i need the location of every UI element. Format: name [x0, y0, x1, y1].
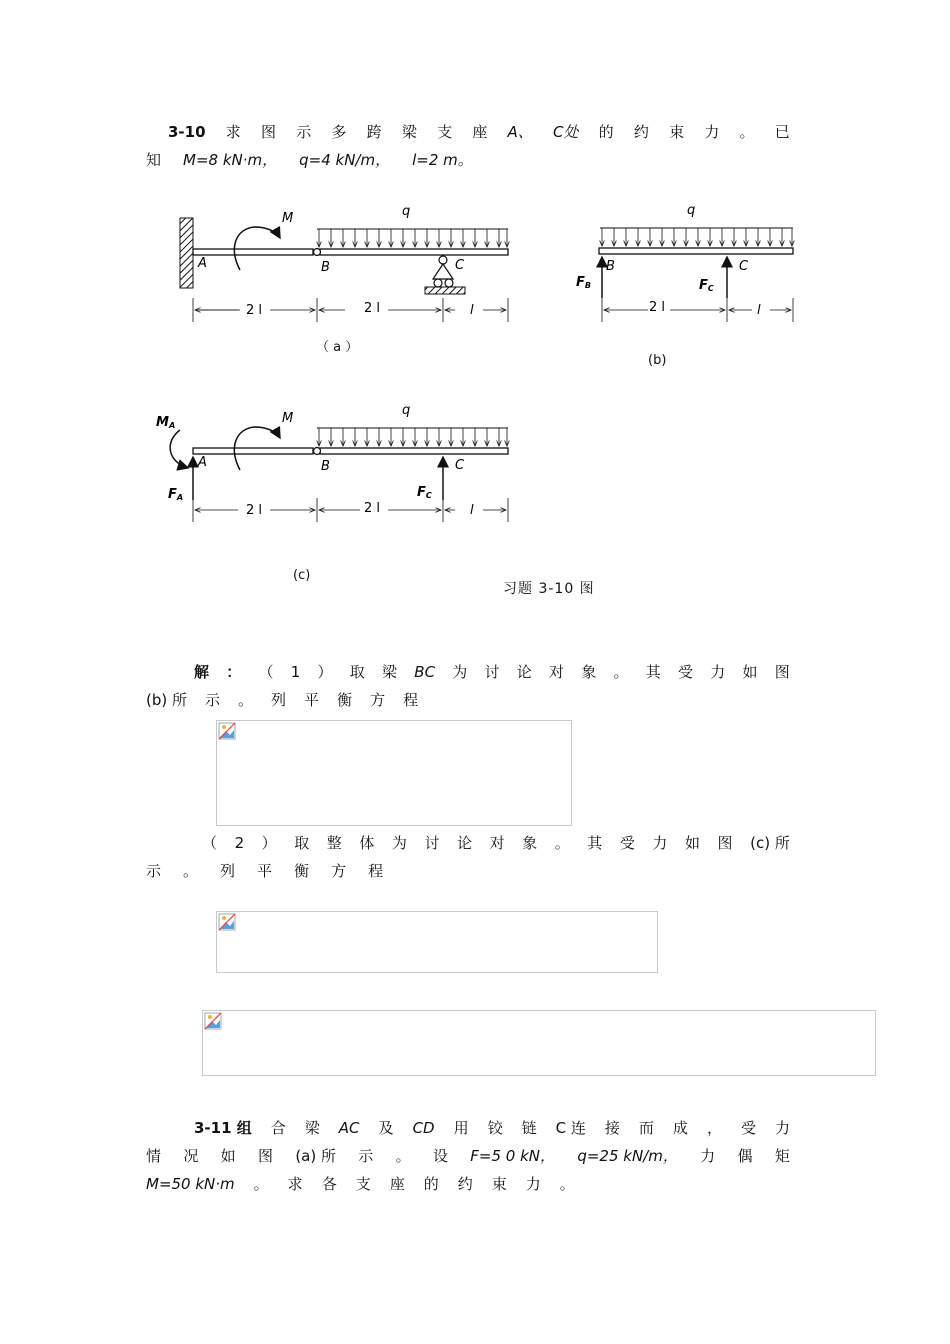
text-char: 示: [358, 1147, 374, 1165]
dim-2l-2: 2 l: [364, 301, 381, 316]
text-char: （: [258, 663, 274, 681]
label-m-c: M: [282, 411, 294, 426]
text-char: 取: [349, 663, 365, 681]
text-char: 支: [355, 1175, 371, 1193]
text-char: ）: [317, 663, 333, 681]
caption-a: （ a ）: [316, 340, 359, 355]
text-char: 对: [489, 834, 505, 852]
text-char: 力: [704, 123, 720, 141]
text-char: CD: [412, 1119, 435, 1137]
text-char: 程: [403, 691, 419, 709]
label-c: C: [455, 258, 465, 273]
beam-bc: [320, 249, 508, 255]
hinge-b-c: [314, 448, 321, 455]
text-char: 论: [516, 663, 532, 681]
dim-l-c: l: [470, 503, 474, 518]
text-char: 情: [146, 1147, 162, 1165]
text-char: 梁: [304, 1119, 320, 1137]
caption-c: (c): [293, 568, 311, 583]
beam-bc-c: [320, 448, 508, 454]
text-char: 力: [774, 1119, 790, 1137]
text-char: 及: [378, 1119, 394, 1137]
text-char: 象: [522, 834, 538, 852]
text-char: A、: [507, 123, 533, 141]
given-moment: M=50 kN·m: [146, 1175, 235, 1193]
given-force: F=5 0 kN，: [470, 1147, 556, 1165]
dimension-lines-b: [602, 298, 793, 322]
text-char: 平: [257, 862, 273, 880]
solution-step1-line2: [146, 686, 790, 714]
text-char: BC: [414, 663, 436, 681]
text-char: 力: [700, 1147, 716, 1165]
distributed-load-c: [317, 428, 508, 446]
label-b-fbd: B: [606, 259, 615, 274]
text-char: ：: [226, 663, 242, 681]
problem-3-11-line2: [146, 1142, 790, 1170]
text-char: 如: [220, 1147, 236, 1165]
text-char: 象: [581, 663, 597, 681]
text-char: 已: [774, 123, 790, 141]
text-char: 示: [146, 862, 162, 880]
text-char: 受: [619, 834, 635, 852]
text-char: 力: [710, 663, 726, 681]
equation-image-2: [216, 911, 658, 973]
text-char: C 连: [555, 1119, 586, 1137]
label-fb: FB: [576, 275, 591, 290]
text-char: (c) 所: [750, 834, 790, 852]
text-char: 力: [652, 834, 668, 852]
text-char: 图: [257, 1147, 273, 1165]
text-char: 其: [587, 834, 603, 852]
label-b-c: B: [321, 459, 330, 474]
text-char: 2: [234, 834, 245, 852]
text-char: AC: [338, 1119, 360, 1137]
text-char: 1: [290, 663, 301, 681]
label-c-c: C: [455, 458, 465, 473]
text-char: 链: [521, 1119, 537, 1137]
text-char: 多: [331, 123, 347, 141]
beam-ab-c: [193, 448, 313, 454]
text-char: 。: [739, 123, 755, 141]
solution-step2-line1: [146, 829, 790, 857]
equation-image-1: [216, 720, 572, 826]
text-char: 图: [717, 834, 733, 852]
text-char: 图: [774, 663, 790, 681]
text-char: 列: [271, 691, 287, 709]
dim-l: l: [470, 303, 474, 318]
label-c-fbd: C: [739, 259, 749, 274]
text-char: 座: [472, 123, 488, 141]
label-fc: FC: [699, 278, 714, 293]
text-char: 梁: [382, 663, 398, 681]
text-char: 的: [423, 1175, 439, 1193]
problem-number: 3-10: [168, 123, 206, 141]
label-q-b: q: [687, 203, 696, 218]
text-char: 对: [549, 663, 565, 681]
text-char: 各: [321, 1175, 337, 1193]
reaction-moment-ma: [170, 430, 188, 468]
problem-3-11-line1: [146, 1114, 790, 1142]
text-char: 整: [326, 834, 342, 852]
figure-a: [170, 198, 530, 328]
broken-image-icon: [218, 722, 236, 740]
text-char: 求: [225, 123, 241, 141]
text-char: 图: [260, 123, 276, 141]
problem-number: 3-11 组: [194, 1119, 252, 1137]
given-load: q=4 kN/m，: [299, 151, 391, 169]
text-char: 成: [672, 1119, 688, 1137]
given-load: q=25 kN/m，: [577, 1147, 678, 1165]
text-char: ）: [261, 834, 277, 852]
text-char: 矩: [774, 1147, 790, 1165]
label-a: A: [198, 256, 207, 271]
text-char: 为: [391, 834, 407, 852]
text-char: 体: [359, 834, 375, 852]
text-char: 约: [633, 123, 649, 141]
problem-3-10-text: [146, 118, 790, 174]
dim-2l-1: 2 l: [246, 303, 263, 318]
problem-3-10-line2: [146, 146, 790, 174]
label-fa: FA: [168, 487, 184, 502]
text-char: 示: [296, 123, 312, 141]
text-char: 求: [287, 1175, 303, 1193]
text-char: 。: [253, 1175, 269, 1193]
text-char: 力: [525, 1175, 541, 1193]
text-char: 衡: [294, 862, 310, 880]
text-char: 跨: [366, 123, 382, 141]
equation-image-3: [202, 1010, 876, 1076]
beam-bc-fbd: [599, 248, 793, 254]
text-char: 偶: [737, 1147, 753, 1165]
text-char: 束: [669, 123, 685, 141]
label-a-c: A: [198, 455, 207, 470]
text-char: 合: [270, 1119, 286, 1137]
dimension-lines: [193, 298, 508, 322]
label-fc-c: FC: [417, 485, 432, 500]
text-char: 平: [304, 691, 320, 709]
broken-image-icon: [204, 1012, 222, 1030]
text-char: 。: [395, 1147, 411, 1165]
text-char: 约: [457, 1175, 473, 1193]
text-char: 列: [220, 862, 236, 880]
label-m: M: [282, 211, 294, 226]
text-char: 讨: [424, 834, 440, 852]
dim-l-b: l: [757, 303, 761, 318]
problem-3-10-line1: [146, 118, 790, 146]
label-ma: MA: [156, 415, 176, 430]
problem-3-11-text: [146, 1114, 790, 1198]
text-char: 衡: [337, 691, 353, 709]
given-moment: M=8 kN·m，: [183, 151, 278, 169]
given-length: l=2 m。: [412, 151, 473, 169]
text-char: 。: [613, 663, 629, 681]
problem-3-11-line3: [146, 1170, 790, 1198]
text-char: 梁: [401, 123, 417, 141]
text-char: 设: [432, 1147, 448, 1165]
text-char: 如: [684, 834, 700, 852]
text-char: 为: [452, 663, 468, 681]
text-char: 知: [146, 151, 162, 169]
text-char: 其: [645, 663, 661, 681]
solution-step2-line2: [146, 857, 790, 885]
text-char: ，: [706, 1119, 722, 1137]
figure-c: [150, 400, 530, 530]
solution-step1-line1: [146, 658, 790, 686]
text-char: (a) 所: [295, 1147, 336, 1165]
hinge-b: [314, 249, 321, 256]
text-char: 。: [554, 834, 570, 852]
text-char: 座: [389, 1175, 405, 1193]
text-char: 束: [491, 1175, 507, 1193]
text-char: （: [202, 834, 218, 852]
text-char: 。: [183, 862, 199, 880]
text-char: 如: [742, 663, 758, 681]
text-char: C处: [552, 123, 579, 141]
dim-2l-c1: 2 l: [246, 503, 263, 518]
distributed-load: [317, 229, 508, 247]
text-char: 铰: [487, 1119, 503, 1137]
label-q: q: [402, 204, 411, 219]
distributed-load-b: [600, 228, 793, 246]
figure-title: 习题 3-10 图: [503, 581, 595, 597]
text-char: 示: [205, 691, 221, 709]
text-char: 。: [238, 691, 254, 709]
fixed-wall-support: [180, 218, 193, 288]
text-char: 。: [559, 1175, 575, 1193]
text-char: 况: [183, 1147, 199, 1165]
text-char: 方: [370, 691, 386, 709]
text-char: 接: [604, 1119, 620, 1137]
text-char: 取: [294, 834, 310, 852]
text-char: 程: [368, 862, 384, 880]
dimension-lines-c: [193, 498, 508, 522]
solution-step1: [146, 658, 790, 714]
text-char: 支: [437, 123, 453, 141]
dim-2l-b: 2 l: [649, 300, 666, 315]
label-q-c: q: [402, 403, 411, 418]
broken-image-icon: [218, 913, 236, 931]
text-char: 讨: [484, 663, 500, 681]
dim-2l-c2: 2 l: [364, 501, 381, 516]
text-char: (b) 所: [146, 691, 187, 709]
text-char: 方: [331, 862, 347, 880]
solution-label: 解: [194, 663, 210, 681]
text-char: 的: [598, 123, 614, 141]
figure-b: [570, 198, 800, 328]
solution-step2: [146, 829, 790, 885]
caption-b: (b): [648, 353, 667, 368]
beam-ab: [193, 249, 313, 255]
text-char: 受: [678, 663, 694, 681]
text-char: 用: [453, 1119, 469, 1137]
text-char: 而: [638, 1119, 654, 1137]
text-char: 受: [740, 1119, 756, 1137]
text-char: 论: [457, 834, 473, 852]
label-b: B: [321, 260, 330, 275]
